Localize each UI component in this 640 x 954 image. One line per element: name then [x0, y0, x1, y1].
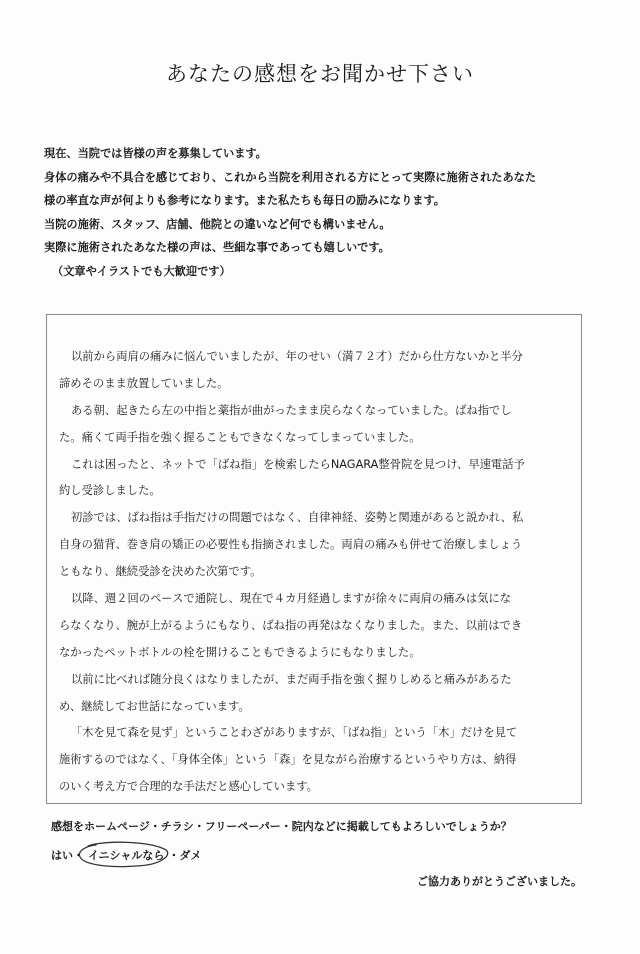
testimonial-text	[59, 344, 581, 801]
choice-initials[interactable]	[84, 847, 168, 863]
publish-question: 感想をホームページ・チラシ・フリーペーパー・院内などに掲載してもよろしいでしょうか？	[51, 820, 512, 833]
testimonial-line: 以前に比べれば随分良くはなりましたが、まだ両手指を強く握りしめると痛みがあるた	[71, 672, 512, 686]
page-title: あなたの感想をお聞かせ下さい	[166, 62, 474, 86]
choice-no[interactable]: ダメ	[179, 849, 202, 862]
intro-line: 当院の施術、スタッフ、店舗、他院との違いなど何でも構いません。	[44, 217, 391, 231]
testimonial-line: 約し受診しました。	[59, 484, 161, 498]
publish-choices	[51, 847, 201, 863]
testimonial-line: め、継続してお世話になっています。	[59, 699, 250, 713]
intro-note: （文章やイラストでも大歓迎です）	[52, 264, 231, 278]
testimonial-line: ある朝、起きたら左の中指と薬指が曲がったまま戻らなくなっていました。ばね指でし	[71, 403, 512, 417]
intro-line: 現在、当院では皆様の声を募集しています。	[44, 147, 267, 160]
testimonial-line: 以降、週２回のペースで通院し、現在で４カ月経過しますが徐々に両肩の痛みは気にな	[71, 592, 512, 606]
testimonial-line: 諦めそのまま放置していました。	[59, 376, 229, 390]
testimonial-line: 施術するのではなく、「身体全体」という「森」を見ながら治療するというやり方は、納得	[59, 753, 517, 767]
testimonial-line: 自身の猫背、巻き肩の矯正の必要性も指摘されました。両肩の痛みも併せて治療しましょう	[59, 538, 523, 552]
choice-yes[interactable]: はい	[51, 849, 73, 862]
intro-line: 身体の痛みや不具合を感じており、これから当院を利用される方にとって実際に施術されたあなた	[44, 170, 537, 184]
choice-separator: ・	[168, 849, 180, 862]
testimonial-line: のいく考え方で合理的な手法だと感心しています。	[59, 780, 318, 794]
choice-initials-label: イニシャルなら	[88, 849, 165, 862]
testimonial-line: 「木を見て森を見ず」ということわざがありますが、「ばね指」という「木」だけを見て	[71, 726, 518, 740]
testimonial-line: なかったペットボトルの栓を開けることもできるようにもなりました。	[59, 645, 421, 659]
intro-line: 実際に施術されたあなた様の声は、些細な事であっても嬉しいです。	[44, 241, 390, 255]
testimonial-line: らなくなり、腕が上がるようにもなり、ばね指の再発はなくなりました。また、以前はでき	[59, 618, 523, 632]
testimonial-line: 初診では、ばね指は手指だけの問題ではなく、自律神経、姿勢と関連があると説かれ、私	[71, 511, 524, 525]
choice-separator: ・	[73, 849, 84, 862]
intro-line: 様の率直な声が何よりも参考になります。また私たちも毎日の励みになります。	[44, 194, 445, 208]
testimonial-line: た。痛くて両手指を強く握ることもできなくなってしまっていました。	[59, 430, 421, 444]
testimonial-line: ともなり、継続受診を決めた次第です。	[59, 565, 262, 579]
thanks-message: ご協力ありがとうございました。	[417, 875, 582, 888]
testimonial-line: これは困ったと、ネットで「ばね指」を検索したらNAGARA整骨院を見つけ、早速電話予	[71, 457, 525, 471]
testimonial-line: 以前から両肩の痛みに悩んでいましたが、年のせい（満７２才）だから仕方ないかと半分	[71, 350, 523, 363]
intro-text	[44, 142, 614, 284]
